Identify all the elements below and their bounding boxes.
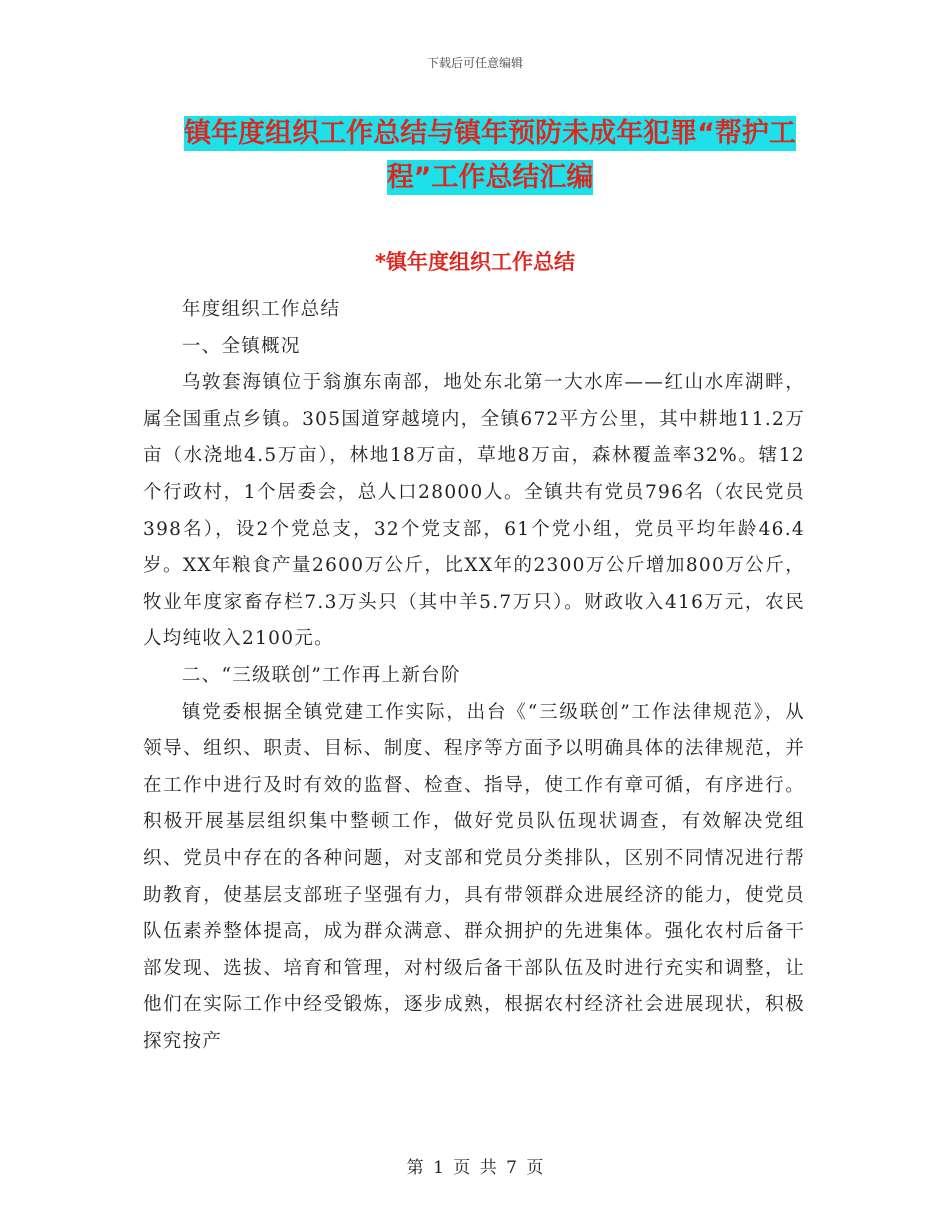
header-note: 下载后可任意编辑 — [426, 56, 523, 70]
paragraph-three-level: 镇党委根据全镇党建工作实际，出台《“三级联创”工作法律规范》，从领导、组织、职责、目标、制度、程序等方面予以明确具体的法律规范，并在工作中进行及时有效的监督、检查、指导，使工作有章可循，有序进行。积极开展基层组织集中整顿工作，做好党员队伍现状调查，有效解决党组织、党员中存在的各种问题，对支部和党员分类排队，区别不同情况进行帮助教育，使基层支部班子坚强有力，具有带领群众进展经济的能力，使党员队伍素养整体提高，成为群众满意、群众拥护的先进集体。强化农村后备干部发现、选拔、培育和管理，对村级后备干部队伍及时进行充实和调整，让他们在实际工作中经受锻炼，逐步成熟，根据农村经济社会进展现状，积极探究按产 — [143, 701, 805, 1052]
body-text — [143, 292, 805, 1060]
page-footer: 第 1 页 共 7 页 — [406, 1158, 544, 1178]
paragraph-heading-2: 二、“三级联创”工作再上新台阶 — [181, 664, 461, 686]
document-title — [160, 112, 820, 200]
document-title-text: 镇年度组织工作总结与镇年预防未成年犯罪“帮护工程”工作总结汇编 — [184, 118, 796, 193]
paragraph-subtitle: 年度组织工作总结 — [181, 299, 341, 320]
paragraph-overview: 乌敦套海镇位于翁旗东南部，地处东北第一大水库——红山水库湖畔，属全国重点乡镇。305国道穿越境内，全镇672平方公里，其中耕地11.2万亩（水浇地4.5万亩），林地18万亩，草地8万亩，森林覆盖率32%。辖12个行政村，1个居委会，总人口28000人。全镇共有党员796名（农民党员398名），设2个党总支，32个党支部，61个党小组，党员平均年龄46.4岁。XX年粮食产量2600万公斤，比XX年的2300万公斤增加800万公斤，牧业年度家畜存栏7.3万头只（其中羊5.7万只）。财政收入416万元，农民人均纯收入2100元。 — [143, 372, 805, 650]
paragraph-heading-1: 一、全镇概况 — [181, 335, 301, 357]
section-title: *镇年度组织工作总结 — [375, 250, 575, 274]
